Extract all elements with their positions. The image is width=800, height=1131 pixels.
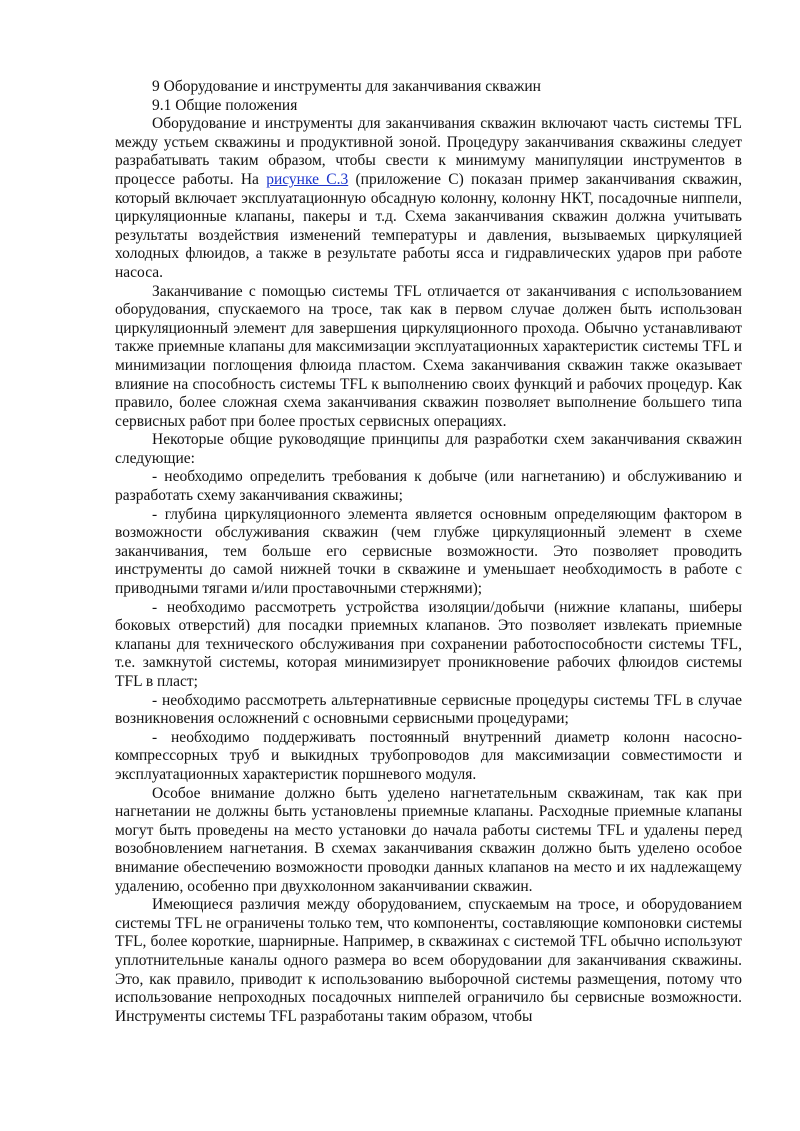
list-item: - необходимо определить требования к добыче (или нагнетанию) и обслуживанию и разработать схему заканчивания скважины;: [115, 468, 742, 505]
paragraph-1-text-start: Оборудование и инструменты для заканчивания скважин включают часть системы TFL между устьем скважины и продуктивной зоной. Процедуру заканчивания скважины следует разрабатывать таким образом, чтобы свести к минимуму манипуляции инструментов в процессе работы. На: [115, 115, 742, 188]
document-body: [115, 78, 742, 1026]
list-item: - необходимо поддерживать постоянный внутренний диаметр колонн насосно-компрессорных труб и выкидных трубопроводов для максимизации совместимости и эксплуатационных характеристик поршневого модуля.: [115, 728, 742, 783]
list-item: - необходимо рассмотреть устройства изоляции/добычи (нижние клапаны, шиберы боковых отверстий) для посадки приемных клапанов. Это позволяет извлекать приемные клапаны для технического обслуживания при сохранении работоспособности системы TFL, т.е. замкнутой системы, которая минимизирует проникновение рабочих флюидов системы TFL в пласт;: [115, 598, 742, 690]
paragraph-injection-wells: Особое внимание должно быть уделено нагнетательным скважинам, так как при нагнетании не должны быть установлены приемные клапаны. Расходные приемные клапаны могут быть проведены на место установки до начала работы системы TFL и удалены перед возобновлением нагнетания. В схемах заканчивания скважин должно быть уделено особое внимание обеспечению возможности проводки данных клапанов на место и их надлежащему удалению, особенно при двухколонном заканчивании скважин.: [115, 784, 742, 895]
paragraph-3: Некоторые общие руководящие принципы для разработки схем заканчивания скважин следующие:: [115, 431, 742, 467]
list-item: - необходимо рассмотреть альтернативные сервисные процедуры системы TFL в случае возникновения осложнений с основными сервисными процедурами;: [115, 691, 742, 728]
paragraph-differences: Имеющиеся различия между оборудованием, спускаемым на тросе, и оборудованием системы TFL не ограничены только тем, что компоненты, составляющие компоновки системы TFL, более короткие, шарнирные. Например, в скважинах с системой TFL обычно используют уплотнительные каналы одного размера во всем оборудовании для заканчивания скважины. Это, как правило, приводит к использованию выборочной системы размещения, потому что использование непроходных посадочных ниппелей ограничило бы сервисные возможности. Инструменты системы TFL разработаны таким образом, чтобы: [115, 896, 742, 1025]
section-heading: 9 Оборудование и инструменты для заканчивания скважин: [152, 78, 541, 95]
paragraph-2: Заканчивание с помощью системы TFL отличается от заканчивания с использованием оборудования, спускаемого на тросе, так как в первом случае должен быть использован циркуляционный элемент для завершения циркуляционного прохода. Обычно устанавливают также приемные клапаны для максимизации эксплуатационных характеристик системы TFL и минимизации поглощения флюида пластом. Схема заканчивания скважин также оказывает влияние на способность системы TFL к выполнению своих функций и рабочих процедур. Как правило, более сложная схема заканчивания скважин позволяет выполнение большего типа сервисных работ при более простых сервисных операциях.: [115, 282, 742, 430]
paragraph-1-text-end: (приложение С) показан пример заканчивания скважин, который включает эксплуатационную обсадную колонну, колонну НКТ, посадочные ниппели, циркуляционные клапаны, пакеры и т.д. Схема заканчивания скважин должна учитывать результаты воздействия изменений температуры и давления, вызываемых циркуляцией холодных флюидов, а также в результате работы ясса и гидравлических ударов при работе насоса.: [115, 170, 742, 281]
list-item: - глубина циркуляционного элемента является основным определяющим фактором в возможности обслуживания скважин (чем глубже циркуляционный элемент в схеме заканчивания, тем больше его сервисные возможности. Это позволяет проводить инструменты до самой нижней точки в скважине и уменьшает необходимость в работе с приводными тягами и/или проставочными стержнями);: [115, 505, 742, 598]
figure-c3-link[interactable]: рисунке С.3: [266, 170, 349, 188]
paragraph-1: [115, 115, 742, 282]
subsection-heading: 9.1 Общие положения: [152, 96, 298, 114]
